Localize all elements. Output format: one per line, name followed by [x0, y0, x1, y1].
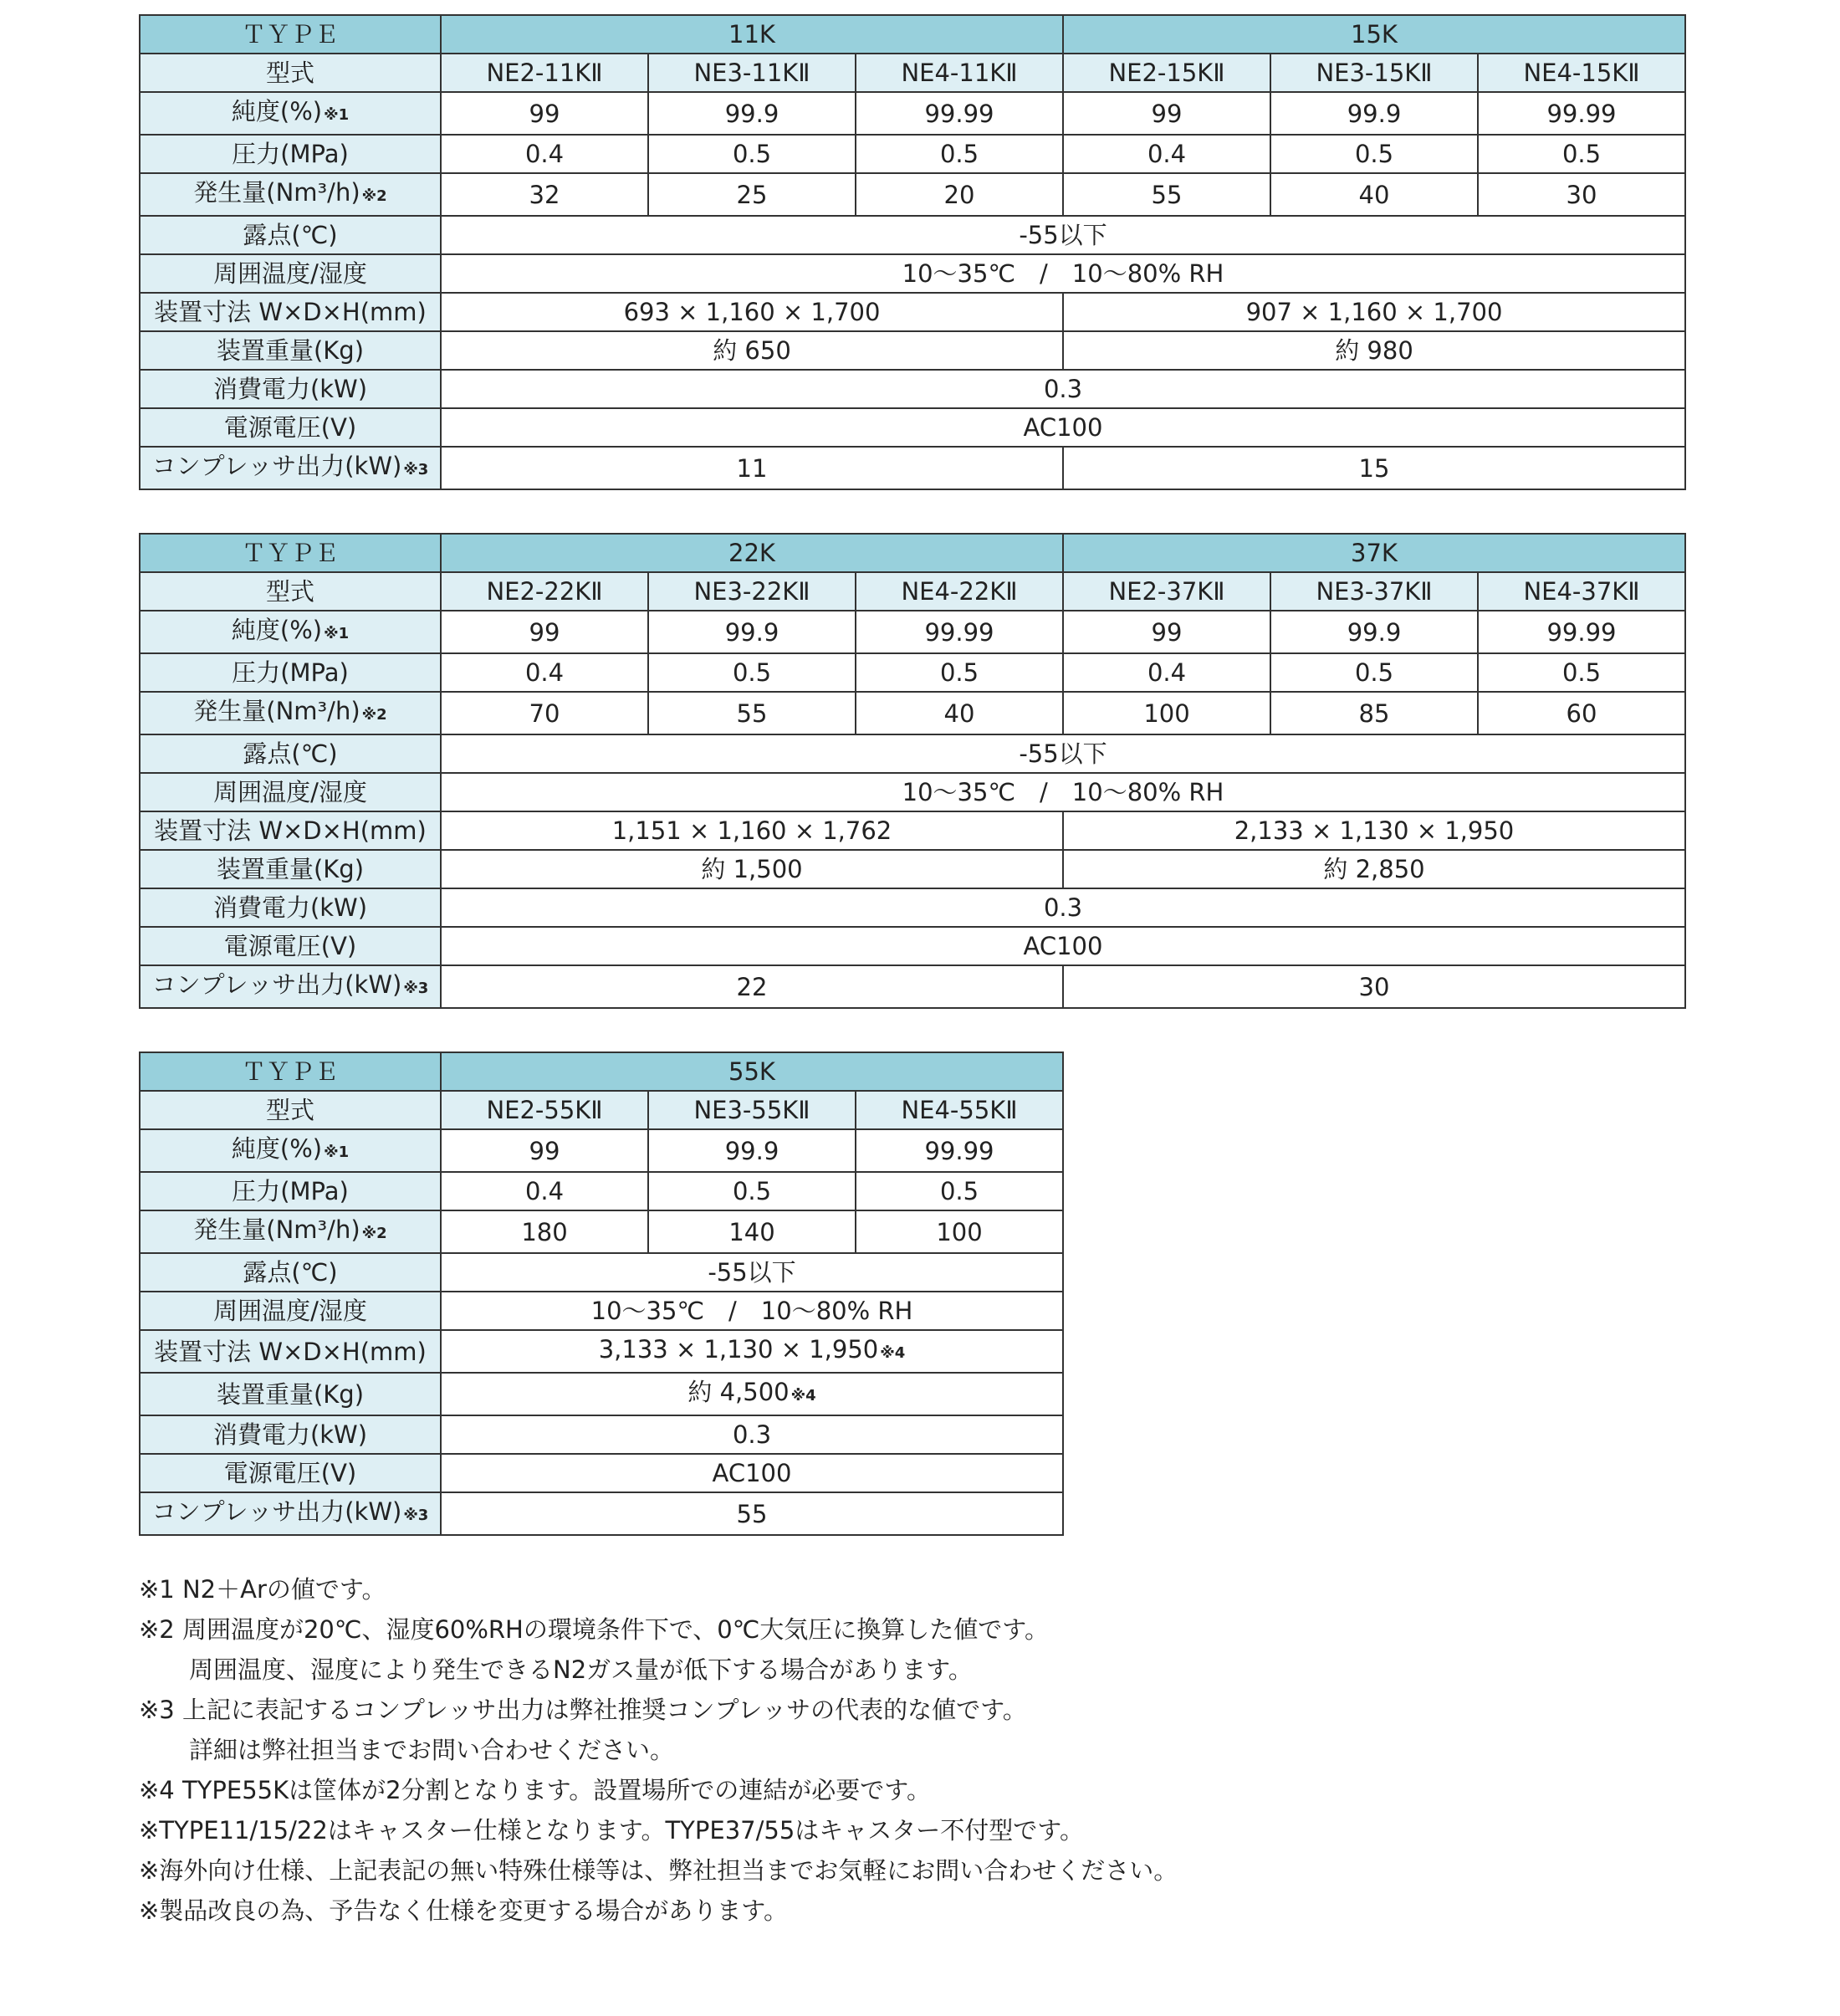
model-cell: NE4-22KⅡ: [856, 572, 1063, 611]
pressure-cell: 0.5: [648, 135, 856, 173]
flow-cell: 60: [1478, 692, 1685, 734]
type-11k: 11K: [441, 15, 1063, 54]
pressure-cell: 0.4: [1063, 135, 1270, 173]
pressure-row: [140, 653, 1685, 692]
dimensions-value: 1,151 × 1,160 × 1,762: [441, 811, 1063, 850]
purity-cell: 99.99: [1478, 611, 1685, 653]
dew-point-label: 露点(℃): [140, 734, 441, 773]
note-marker: ※2: [361, 187, 387, 205]
purity-cell: 99: [441, 1129, 648, 1172]
footnote: ※2 周囲温度が20℃、湿度60%RHの環境条件下で、0℃大気圧に換算した値です。: [139, 1615, 1049, 1644]
power-label: 消費電力(kW): [140, 370, 441, 408]
power-value: 0.3: [441, 370, 1685, 408]
weight-row: [140, 1373, 1063, 1415]
ambient-row: [140, 773, 1685, 811]
dimensions-label: 装置寸法 W×D×H(mm): [140, 811, 441, 850]
note-marker: ※3: [403, 461, 429, 478]
flow-cell: 32: [441, 173, 648, 216]
model-cell: NE3-22KⅡ: [648, 572, 856, 611]
model-cell: NE4-15KⅡ: [1478, 54, 1685, 92]
voltage-value: AC100: [441, 927, 1685, 965]
flow-cell: 70: [441, 692, 648, 734]
pressure-label: 圧力(MPa): [140, 1172, 441, 1210]
flow-cell: 40: [856, 692, 1063, 734]
pressure-label: 圧力(MPa): [140, 135, 441, 173]
model-row: [140, 1091, 1063, 1129]
dew-point-label: 露点(℃): [140, 216, 441, 254]
spec-table-22k-37k: [139, 533, 1686, 1009]
purity-cell: 99.9: [648, 92, 856, 135]
type-55k: 55K: [441, 1052, 1063, 1091]
type-row: [140, 15, 1685, 54]
footnote: ※1 N2＋Arの値です。: [139, 1575, 386, 1604]
dimensions-row: [140, 1330, 1063, 1373]
footnote: 詳細は弊社担当までお問い合わせください。: [189, 1736, 675, 1764]
flow-cell: 20: [856, 173, 1063, 216]
model-cell: NE3-37KⅡ: [1270, 572, 1478, 611]
purity-cell: 99.99: [856, 1129, 1063, 1172]
model-label: 型式: [140, 572, 441, 611]
dimensions-row: [140, 293, 1685, 331]
purity-label: 純度(%) ※1: [140, 1129, 441, 1172]
model-row: [140, 572, 1685, 611]
footnote: ※製品改良の為、予告なく仕様を変更する場合があります。: [139, 1896, 788, 1925]
footnote: ※4 TYPE55Kは筐体が2分割となります。設置場所での連結が必要です。: [139, 1776, 931, 1804]
model-label: 型式: [140, 54, 441, 92]
purity-cell: 99: [441, 611, 648, 653]
compressor-row: [140, 447, 1685, 489]
type-37k: 37K: [1063, 534, 1685, 572]
ambient-value: 10～35℃ / 10～80% RH: [441, 773, 1685, 811]
flow-cell: 100: [1063, 692, 1270, 734]
voltage-label: 電源電圧(V): [140, 1454, 441, 1492]
dew-point-value: -55以下: [441, 216, 1685, 254]
purity-row: [140, 1129, 1063, 1172]
purity-cell: 99: [441, 92, 648, 135]
note-marker: ※4: [790, 1387, 816, 1405]
weight-value: 約 4,500 ※4: [441, 1373, 1063, 1415]
note-marker: ※1: [324, 1144, 350, 1161]
model-cell: NE2-55KⅡ: [441, 1091, 648, 1129]
footnotes: [139, 1569, 1178, 1931]
flow-row: [140, 1210, 1063, 1253]
weight-value: 約 1,500: [441, 850, 1063, 888]
model-cell: NE3-11KⅡ: [648, 54, 856, 92]
purity-cell: 99.9: [1270, 92, 1478, 135]
dimensions-value: 3,133 × 1,130 × 1,950 ※4: [441, 1330, 1063, 1373]
note-marker: ※2: [361, 1225, 387, 1242]
purity-cell: 99: [1063, 92, 1270, 135]
flow-cell: 55: [1063, 173, 1270, 216]
purity-row: [140, 611, 1685, 653]
power-label: 消費電力(kW): [140, 1415, 441, 1454]
model-cell: NE2-15KⅡ: [1063, 54, 1270, 92]
flow-label: 発生量(Nm³/h) ※2: [140, 1210, 441, 1253]
voltage-label: 電源電圧(V): [140, 408, 441, 447]
compressor-label: コンプレッサ出力(kW) ※3: [140, 1492, 441, 1535]
voltage-label: 電源電圧(V): [140, 927, 441, 965]
flow-cell: 55: [648, 692, 856, 734]
dew-point-value: -55以下: [441, 1253, 1063, 1292]
ambient-label: 周囲温度/湿度: [140, 1292, 441, 1330]
pressure-cell: 0.5: [1478, 653, 1685, 692]
weight-label: 装置重量(Kg): [140, 850, 441, 888]
spec-table-55k: [139, 1051, 1064, 1536]
model-cell: NE3-15KⅡ: [1270, 54, 1478, 92]
footnote: ※TYPE11/15/22はキャスター仕様となります。TYPE37/55はキャスター不付型です。: [139, 1816, 1084, 1845]
power-value: 0.3: [441, 1415, 1063, 1454]
purity-cell: 99.9: [1270, 611, 1478, 653]
type-label: ＴＹＰＥ: [140, 1052, 441, 1091]
pressure-row: [140, 1172, 1063, 1210]
note-marker: ※4: [880, 1344, 906, 1362]
pressure-cell: 0.5: [648, 653, 856, 692]
power-row: [140, 370, 1685, 408]
purity-label: 純度(%) ※1: [140, 611, 441, 653]
type-row: [140, 1052, 1063, 1091]
power-value: 0.3: [441, 888, 1685, 927]
purity-row: [140, 92, 1685, 135]
pressure-cell: 0.5: [648, 1172, 856, 1210]
purity-cell: 99.99: [856, 92, 1063, 135]
footnote: ※3 上記に表記するコンプレッサ出力は弊社推奨コンプレッサの代表的な値です。: [139, 1696, 1027, 1724]
dew-point-row: [140, 1253, 1063, 1292]
flow-row: [140, 692, 1685, 734]
compressor-value: 11: [441, 447, 1063, 489]
weight-label: 装置重量(Kg): [140, 331, 441, 370]
flow-cell: 40: [1270, 173, 1478, 216]
dimensions-value: 907 × 1,160 × 1,700: [1063, 293, 1685, 331]
footnote: 周囲温度、湿度により発生できるN2ガス量が低下する場合があります。: [189, 1655, 973, 1684]
power-row: [140, 888, 1685, 927]
pressure-cell: 0.4: [441, 135, 648, 173]
dimensions-label: 装置寸法 W×D×H(mm): [140, 293, 441, 331]
pressure-cell: 0.5: [1270, 653, 1478, 692]
model-cell: NE2-11KⅡ: [441, 54, 648, 92]
pressure-cell: 0.5: [1270, 135, 1478, 173]
compressor-value: 22: [441, 965, 1063, 1008]
pressure-cell: 0.5: [1478, 135, 1685, 173]
ambient-label: 周囲温度/湿度: [140, 773, 441, 811]
voltage-row: [140, 408, 1685, 447]
compressor-value: 30: [1063, 965, 1685, 1008]
note-marker: ※1: [324, 106, 350, 124]
type-15k: 15K: [1063, 15, 1685, 54]
purity-cell: 99.99: [1478, 92, 1685, 135]
flow-cell: 25: [648, 173, 856, 216]
weight-row: [140, 331, 1685, 370]
note-marker: ※1: [324, 625, 350, 642]
flow-cell: 30: [1478, 173, 1685, 216]
dew-point-row: [140, 216, 1685, 254]
model-cell: NE2-37KⅡ: [1063, 572, 1270, 611]
pressure-label: 圧力(MPa): [140, 653, 441, 692]
voltage-row: [140, 1454, 1063, 1492]
purity-label: 純度(%) ※1: [140, 92, 441, 135]
type-label: ＴＹＰＥ: [140, 15, 441, 54]
note-marker: ※3: [403, 980, 429, 997]
weight-row: [140, 850, 1685, 888]
voltage-value: AC100: [441, 1454, 1063, 1492]
type-row: [140, 534, 1685, 572]
flow-cell: 140: [648, 1210, 856, 1253]
ambient-row: [140, 254, 1685, 293]
model-cell: NE4-11KⅡ: [856, 54, 1063, 92]
dew-point-row: [140, 734, 1685, 773]
pressure-cell: 0.5: [856, 653, 1063, 692]
weight-value: 約 2,850: [1063, 850, 1685, 888]
ambient-label: 周囲温度/湿度: [140, 254, 441, 293]
weight-value: 約 980: [1063, 331, 1685, 370]
voltage-value: AC100: [441, 408, 1685, 447]
model-cell: NE3-55KⅡ: [648, 1091, 856, 1129]
power-label: 消費電力(kW): [140, 888, 441, 927]
compressor-row: [140, 965, 1685, 1008]
pressure-cell: 0.4: [441, 653, 648, 692]
weight-value: 約 650: [441, 331, 1063, 370]
model-cell: NE4-37KⅡ: [1478, 572, 1685, 611]
pressure-cell: 0.5: [856, 135, 1063, 173]
dimensions-value: 2,133 × 1,130 × 1,950: [1063, 811, 1685, 850]
flow-cell: 180: [441, 1210, 648, 1253]
dew-point-label: 露点(℃): [140, 1253, 441, 1292]
dimensions-row: [140, 811, 1685, 850]
voltage-row: [140, 927, 1685, 965]
compressor-label: コンプレッサ出力(kW) ※3: [140, 447, 441, 489]
pressure-cell: 0.5: [856, 1172, 1063, 1210]
flow-row: [140, 173, 1685, 216]
model-cell: NE2-22KⅡ: [441, 572, 648, 611]
pressure-cell: 0.4: [441, 1172, 648, 1210]
purity-cell: 99.9: [648, 611, 856, 653]
spec-table-11k-15k: [139, 14, 1686, 490]
flow-label: 発生量(Nm³/h) ※2: [140, 173, 441, 216]
dimensions-value: 693 × 1,160 × 1,700: [441, 293, 1063, 331]
ambient-value: 10～35℃ / 10～80% RH: [441, 254, 1685, 293]
ambient-value: 10～35℃ / 10～80% RH: [441, 1292, 1063, 1330]
dimensions-label: 装置寸法 W×D×H(mm): [140, 1330, 441, 1373]
purity-cell: 99.99: [856, 611, 1063, 653]
pressure-cell: 0.4: [1063, 653, 1270, 692]
model-cell: NE4-55KⅡ: [856, 1091, 1063, 1129]
compressor-label: コンプレッサ出力(kW) ※3: [140, 965, 441, 1008]
power-row: [140, 1415, 1063, 1454]
model-row: [140, 54, 1685, 92]
type-label: ＴＹＰＥ: [140, 534, 441, 572]
dew-point-value: -55以下: [441, 734, 1685, 773]
flow-label: 発生量(Nm³/h) ※2: [140, 692, 441, 734]
type-22k: 22K: [441, 534, 1063, 572]
compressor-value: 15: [1063, 447, 1685, 489]
purity-cell: 99: [1063, 611, 1270, 653]
footnote: ※海外向け仕様、上記表記の無い特殊仕様等は、弊社担当までお気軽にお問い合わせください。: [139, 1856, 1178, 1885]
ambient-row: [140, 1292, 1063, 1330]
note-marker: ※2: [361, 706, 387, 724]
flow-cell: 100: [856, 1210, 1063, 1253]
compressor-row: [140, 1492, 1063, 1535]
model-label: 型式: [140, 1091, 441, 1129]
pressure-row: [140, 135, 1685, 173]
note-marker: ※3: [403, 1507, 429, 1524]
purity-cell: 99.9: [648, 1129, 856, 1172]
flow-cell: 85: [1270, 692, 1478, 734]
compressor-value: 55: [441, 1492, 1063, 1535]
weight-label: 装置重量(Kg): [140, 1373, 441, 1415]
